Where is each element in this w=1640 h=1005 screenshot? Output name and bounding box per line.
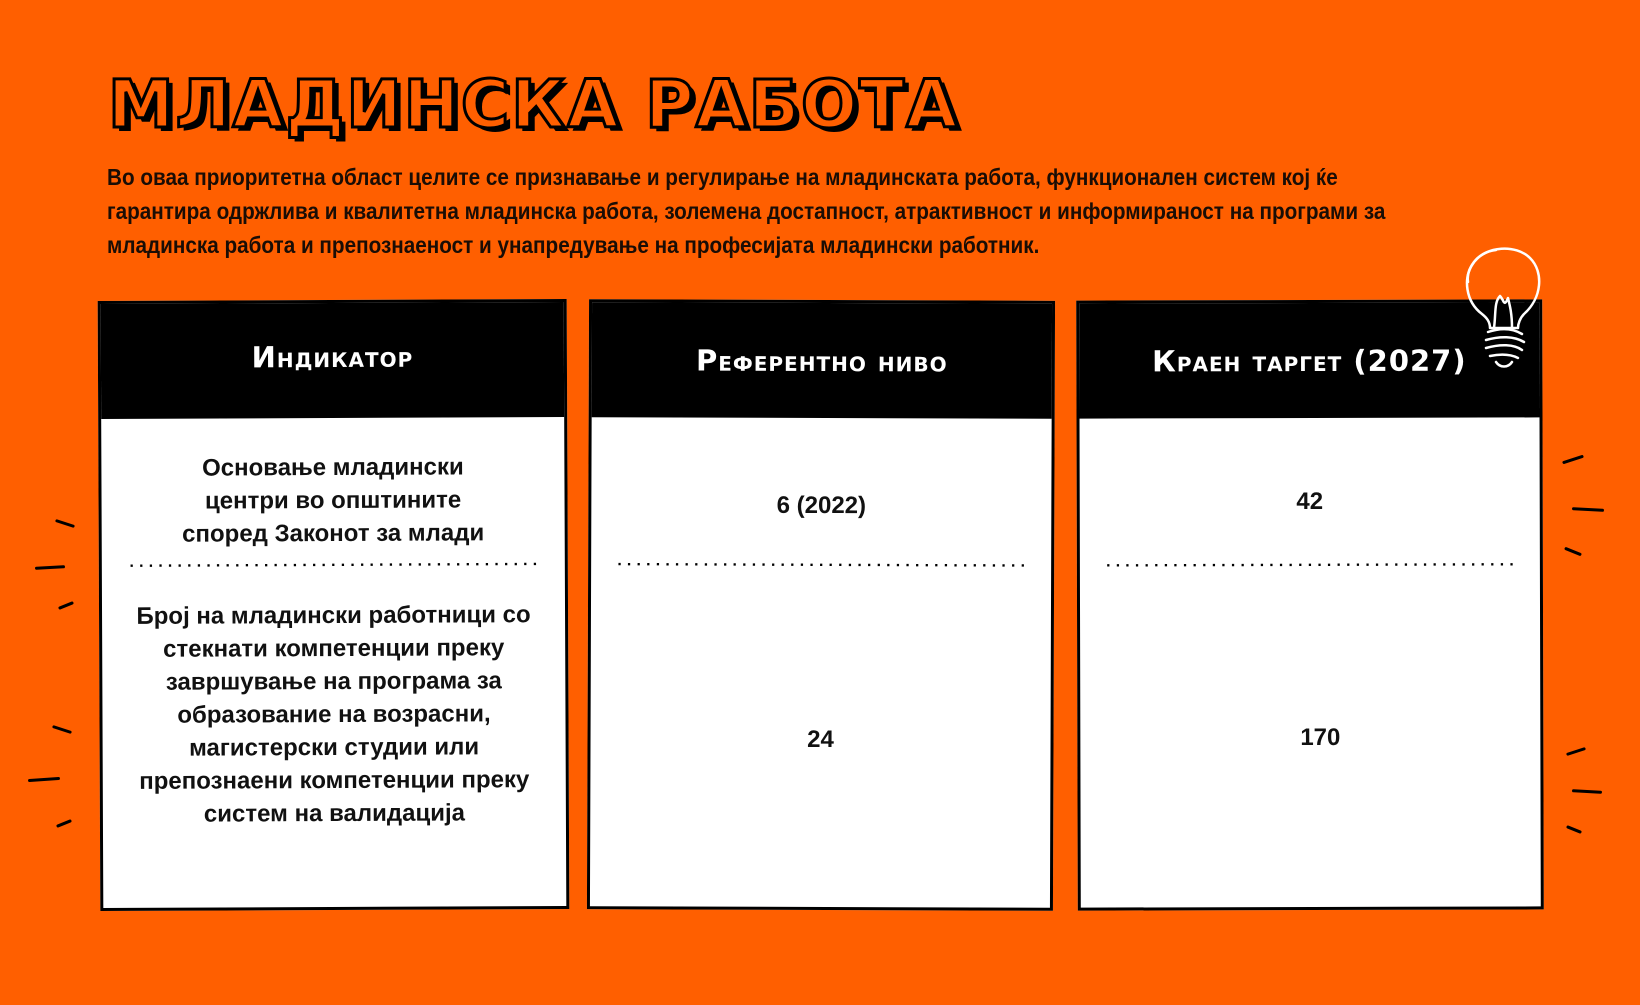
lightbulb-icon <box>1460 242 1546 372</box>
decorative-dash <box>35 565 65 570</box>
page-title: МЛАДИНСКА РАБОТА <box>108 66 960 143</box>
decorative-dash <box>1566 747 1586 756</box>
decorative-dash <box>52 725 72 734</box>
indicator-row-1: Основање младински центри во општините според Законот за млади <box>182 453 485 548</box>
decorative-dash <box>1562 455 1584 465</box>
target-row-1: 42 <box>1296 487 1324 516</box>
target-column <box>1076 299 1544 910</box>
indicator-row-2: Број на младински работници со стекнати компетенции преку завршување на програма за образование на возрасни, магистерски студии или препознаени компетенции преку систем на валидација <box>136 601 531 828</box>
indicator-header: Индикатор <box>101 302 564 419</box>
decorative-dash <box>1566 825 1582 834</box>
decorative-dash <box>1572 507 1604 512</box>
separator: ........................................... <box>1103 552 1517 572</box>
separator: ........................................... <box>126 552 540 572</box>
reference-header: Референтно ниво <box>592 302 1052 419</box>
reference-column <box>587 299 1055 911</box>
reference-row-2: 24 <box>807 725 834 754</box>
decorative-dash <box>56 819 72 828</box>
decorative-dash <box>1572 789 1602 794</box>
reference-row-1: 6 (2022) <box>776 491 867 520</box>
decorative-dash <box>58 601 74 610</box>
decorative-dash <box>55 519 75 528</box>
separator: ........................................... <box>614 552 1028 572</box>
indicator-column <box>98 299 570 911</box>
intro-paragraph: Во оваа приоритетна област целите се признавање и регулирање на младинската работа, функционален систем кој ќе гарантира одржлива и квалитетна младинска работа, золемена достапност, атрактивност и информираност на програми за младинска работа и препознаеност и унапредување на професијата младински работник. <box>107 164 1386 258</box>
decorative-dash <box>28 777 60 782</box>
target-header: Краен таргет (2027) <box>1079 302 1539 418</box>
decorative-dash <box>1564 547 1582 557</box>
target-row-2: 170 <box>1300 723 1341 752</box>
